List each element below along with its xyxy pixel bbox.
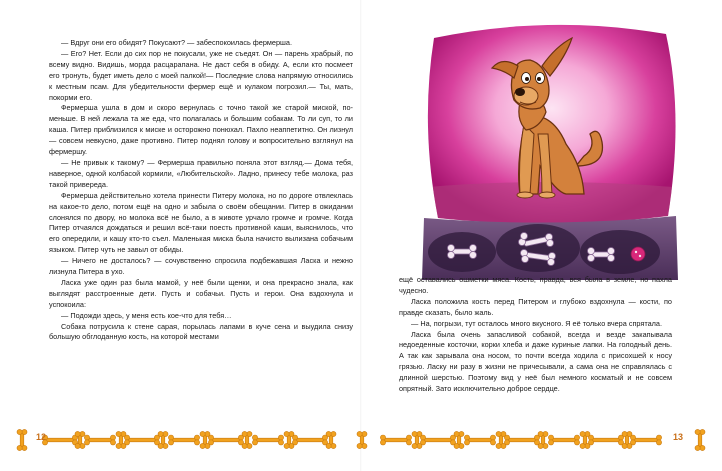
bone-icon bbox=[548, 435, 579, 445]
right-page-text bbox=[399, 275, 672, 395]
dog-picture bbox=[416, 16, 684, 280]
left-paragraph: — Его? Нет. Если до сих пор не покусали, уже не съедят. Он — парень храбрый, по всему видно. Видишь, морда расцарапана. Не даст себя в обиду. А, если кто посмеет его тронуть, будет иметь дело с моей палкой!— Последние слова напрямую относились к местным псам. Для убедительности фермер ещё и кулаком погрозил.— Ты, мать, покорми его. bbox=[49, 48, 353, 102]
left-paragraph: — Подожди здесь, у меня есть кое-что для тебя… bbox=[61, 310, 232, 320]
right-paragraph: Ласка была очень запасливой собакой, всегда и везде закапывала недоеденные косточки, корки хлеба и даже куриные лапки. На голодный день. А так как зарывала она носом, то почти всегда ходила с присохшей к носу грязью. Ласку ни разу в жизни не причесывали, а сама она не справлялась с длинной шерстью. Поэтому вид у неё был немного косматый и не совсем опрятный. Зато исключительно доброе сердце. bbox=[399, 329, 672, 394]
bone-icon bbox=[168, 435, 199, 445]
left-paragraph: Собака потрусила к стене сарая, порылась лапами в куче сена и выудила снизу большую обглоданную кость, на которой местами bbox=[49, 321, 353, 342]
bone-icon bbox=[420, 435, 455, 445]
bone-icon bbox=[496, 431, 506, 448]
bone-icon bbox=[158, 431, 168, 448]
bone-icon bbox=[326, 431, 336, 448]
bone-icon bbox=[42, 435, 77, 445]
left-paragraph: Фермерша действительно хотела принести Питеру молока, но по дороге отвлеклась на какое-то дело, потом ещё на одно и забыла о своём обещании. Питер в ожидании слонялся по двору, но молока всё не было, а в животе урчало громче и громче. Когда Питер отчаялся дождаться и решил всё-таки поесть противной каши, выяснилось, что его опередили, и кашу кто-то съел. Маленькая миска была начисто вылизана собачьим языком. Питер чуть не завыл от обиды. bbox=[49, 190, 353, 255]
dog-illustration bbox=[416, 16, 684, 280]
bone-icon bbox=[630, 435, 661, 445]
left-page-text bbox=[49, 38, 353, 343]
left-paragraph: — Не привык к такому? — Фермерша правильно поняла этот взгляд.— Дома тебя, наверное, одной колбасой кормили, «Любительской». Ладно, принесу тебе молока, раз такой привереда. bbox=[49, 157, 353, 189]
right-paragraph: Ласка положила кость перед Питером и глубоко вздохнула — кости, по правде сказать, было жаль. bbox=[399, 296, 672, 317]
left-paragraph: — Вдруг они его обидят? Покусают? — забеспокоилась фермерша. bbox=[61, 38, 292, 47]
right-continuation: ещё оставались ошметки мяса. Кость, правда, вся была в земле, но пахла чудесно. bbox=[399, 275, 672, 295]
bone-icon bbox=[252, 435, 283, 445]
bone-icon bbox=[84, 435, 115, 445]
bone-icon bbox=[412, 431, 422, 448]
bone-icon bbox=[622, 431, 632, 448]
bone-icon bbox=[116, 431, 126, 448]
bone-icon bbox=[538, 431, 548, 448]
left-paragraph: Фермерша ушла в дом и скоро вернулась с точно такой же старой миской, по-меньше. В ней лежала та же еда, что полагалась и большим собакам. То ли суп, то ли каша. Питер приблизился к миске и осторожно понюхал. Пахло неаппетитно. Он лизнул — совсем невкусно, даже противно. Питер поднял голову и вопросительно взглянул на фермершу. bbox=[49, 103, 353, 157]
bone-icon bbox=[124, 435, 159, 445]
right-paragraph: — На, погрызи, тут осталось много вкусного. Я её только вчера спрятала. bbox=[411, 318, 663, 328]
bone-icon bbox=[695, 429, 705, 450]
bone-icon bbox=[208, 435, 243, 445]
bone-icon bbox=[464, 435, 495, 445]
left-paragraph: — Ничего не досталось? — сочувственно спросила подбежавшая Ласка и нежно лизнула Питера в ухо. bbox=[49, 256, 353, 277]
bone-icon bbox=[580, 431, 590, 448]
bone-icon bbox=[292, 435, 327, 445]
page-number-left: 12 bbox=[36, 432, 47, 442]
left-paragraph: Ласка уже один раз была мамой, у неё были щенки, и она прекрасно знала, как выглядят расстроенные дети. Пусть и собачьи. Пусть и герои. Она вздохнула и успокоила: bbox=[49, 277, 353, 309]
bone-border bbox=[0, 420, 722, 460]
bone-icon bbox=[242, 431, 252, 448]
page-number-right: 13 bbox=[673, 432, 684, 442]
bone-icon bbox=[454, 431, 464, 448]
bone-icon bbox=[200, 431, 210, 448]
bone-icon bbox=[380, 435, 411, 445]
bone-icon bbox=[504, 435, 539, 445]
page-gutter bbox=[360, 0, 362, 471]
bone-icon bbox=[588, 435, 623, 445]
bone-icon bbox=[357, 431, 367, 448]
bone-icon bbox=[284, 431, 294, 448]
bone-icon bbox=[17, 429, 27, 450]
